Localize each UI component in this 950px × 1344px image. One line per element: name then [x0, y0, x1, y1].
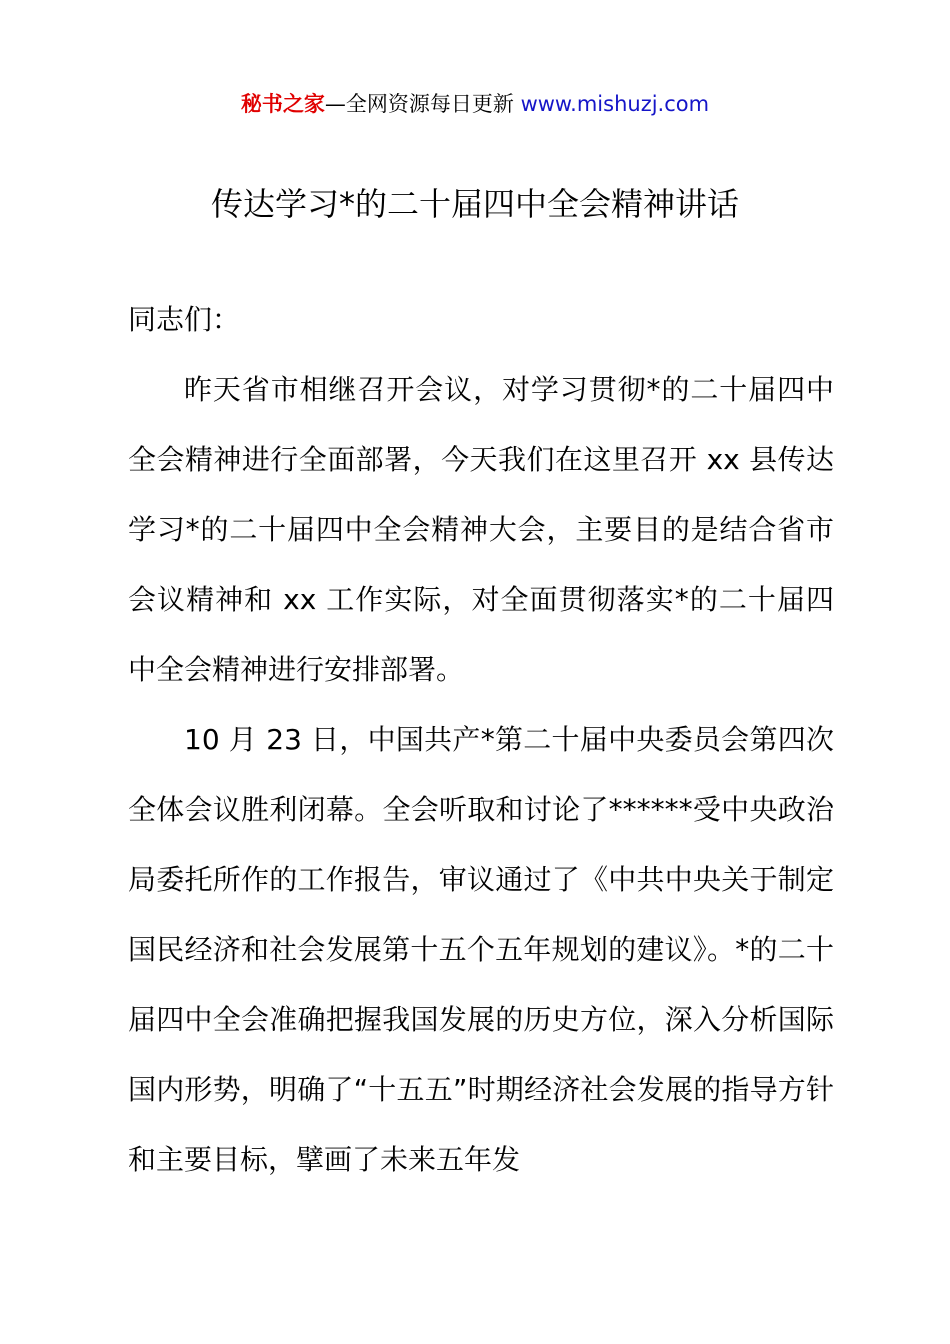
header-tagline: —全网资源每日更新 — [324, 92, 521, 116]
brand-name: 秘书之家 — [240, 92, 325, 116]
site-header — [0, 89, 950, 119]
salutation: 同志们： — [128, 303, 241, 336]
paragraph-1: 昨天省市相继召开会议，对学习贯彻*的二十届四中全会精神进行全面部署，今天我们在这里召开 xx 县传达学习*的二十届四中全会精神大会，主要目的是结合省市会议精神和 xx 工作实际，对全面贯彻落实*的二十届四中全会精神进行安排部署。 — [128, 373, 834, 686]
document-title: 传达学习*的二十届四中全会精神讲话 — [210, 185, 739, 223]
paragraph-2: 10 月 23 日，中国共产*第二十届中央委员会第四次全体会议胜利闭幕。全会听取和讨论了******受中央政治局委托所作的工作报告，审议通过了《中共中央关于制定国民经济和社会发展第十五个五年规划的建议》。*的二十届四中全会准确把握我国发展的历史方位，深入分析国际国内形势，明确了“十五五”时期经济社会发展的指导方针和主要目标，擘画了未来五年发 — [128, 723, 834, 1176]
document-body — [128, 285, 834, 1195]
site-url-link[interactable]: www.mishuzj.com — [520, 92, 710, 116]
